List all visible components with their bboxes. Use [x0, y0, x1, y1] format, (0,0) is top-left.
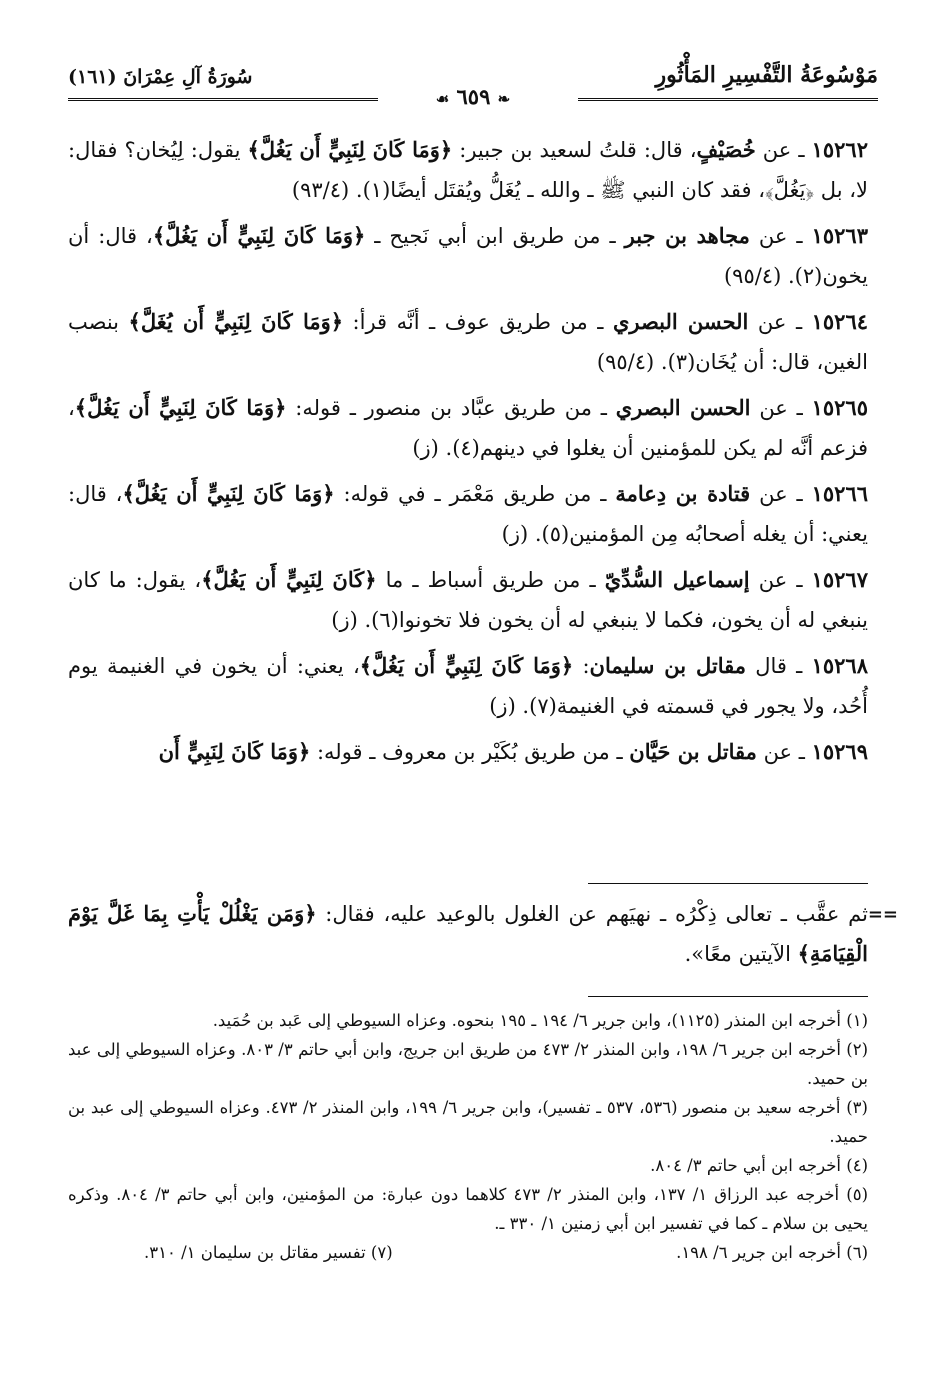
entry-number: ١٥٢٦٩ [811, 739, 868, 764]
footnotes [68, 1006, 868, 1267]
footnote-row [68, 1238, 868, 1267]
continuation-divider [588, 883, 868, 884]
surah-title: سُورَةُ آلِ عِمْرَانَ (١٦١) [68, 66, 253, 88]
quran-verse: ﴿وَمَا كَانَ لِنَبِيٍّ أَن يُغَلَّ﴾ [128, 309, 344, 334]
narrator-name: إسماعيل السُّدِّيّ [604, 567, 750, 592]
narrator-name: قتادة بن دِعامة [615, 481, 751, 506]
entry-text: ـ من طريق مَعْمَر ـ في قوله: [334, 482, 616, 506]
narration-entry [68, 130, 868, 210]
quran-verse: ﴿وَمَا كَانَ لِنَبِيٍّ أَن يَغُلَّ﴾ [152, 223, 366, 248]
footnote: (٢) أخرجه ابن جرير ٦/ ١٩٨، وابن المنذر ٢/ ٤٧٣ من طريق ابن جريج، وابن أبي حاتم ٣/ ٨٠٣. وعزاه السيوطي إلى عبد بن حميد. [68, 1040, 869, 1088]
entry-text: ـ عن [755, 138, 812, 162]
ornament-icon: ❧ [497, 90, 511, 108]
header-rule-left [68, 98, 378, 101]
quran-verse: ﴿كَانَ لِنَبِيٍّ أَن يَغُلَّ﴾ [201, 567, 377, 592]
entry-text: ـ عن [748, 310, 812, 334]
narration-entry [68, 302, 868, 382]
quran-verse: ﴿وَمَا كَانَ لِنَبِيٍّ أَن يَغُلَّ﴾ [247, 137, 453, 162]
quran-verse: ﴿وَمَا كَانَ لِنَبِيٍّ أَن يَغُلَّ﴾ [359, 653, 574, 678]
entry-text: ـ من طريق ابن أبي نَجيح ـ [365, 224, 625, 248]
narration-entry [68, 732, 868, 772]
entry-text: ، قال: يعني: أن يغله أصحابُه مِن المؤمنين(٥). (ز) [68, 482, 868, 546]
footnote: (٤) أخرجه ابن أبي حاتم ٣/ ٨٠٤. [650, 1156, 868, 1175]
quran-verse: ﴿وَمَا كَانَ لِنَبِيٍّ أَن يَغُلَّ﴾ [122, 481, 335, 506]
page-header [68, 60, 878, 110]
continued-note [68, 894, 868, 974]
entry-text: ، يعني: أن يخون في الغنيمة يوم أُحُد، ولا يجور في قسمته في الغنيمة(٧). (ز) [68, 654, 868, 718]
footnotes-divider [588, 996, 868, 997]
entry-number: ١٥٢٦٤ [811, 309, 869, 334]
narrator-name: الحسن البصري [615, 395, 751, 420]
narrator-name: خُصَيْفٍ [696, 137, 756, 162]
footnote: (١) أخرجه ابن المنذر (١١٢٥)، وابن جرير ٦/ ١٩٤ ـ ١٩٥ بنحوه. وعزاه السيوطي إلى عَبد بن حُمَيد. [212, 1011, 868, 1030]
entry-number: ١٥٢٦٢ [811, 137, 868, 162]
entry-number: ١٥٢٦٣ [811, 223, 868, 248]
page-number: ٦٥٩ [456, 84, 491, 109]
footnote: (٣) أخرجه سعيد بن منصور (٥٣٦، ٥٣٧ ـ تفسير)، وابن جرير ٦/ ١٩٩، وابن المنذر ٢/ ٤٧٣. وعزاه السيوطي إلى عبد بن حميد. [68, 1098, 868, 1146]
entry-number: ١٥٢٦٨ [811, 653, 868, 678]
entry-text: ـ عن [756, 740, 812, 764]
ornament-icon: ☙ [435, 90, 450, 108]
entry-text: ـ من طريق عبَّاد بن منصور ـ قوله: [286, 396, 616, 420]
quran-verse: ﴿وَمَن يَغْلُلْ يَأْتِ بِمَا غَلَّ يَوْمَ الْقِيَامَةِ﴾ [68, 901, 868, 966]
entry-text: ، قال: أن يخون(٢). (٩٥/٤) [68, 224, 868, 288]
quran-verse: ﴿وَمَا كَانَ لِنَبِيٍّ أَن [158, 739, 311, 764]
entry-text: ، فزعم أنَّه لم يكن للمؤمنين أن يغلوا في دينهم(٤). (ز) [68, 396, 868, 460]
narrations [68, 130, 868, 778]
note-text: ثم عقَّب ـ تعالى ذِكْرُه ـ نهيَهم عن الغلول بالوعيد عليه، فقال: [316, 902, 868, 926]
entry-number: ١٥٢٦٧ [811, 567, 868, 592]
narration-entry [68, 388, 868, 468]
narrator-name: مقاتل بن حَيَّان [629, 739, 757, 764]
entry-text: ـ عن [749, 568, 812, 592]
entry-text: ، قال: قلتُ لسعيد بن جبير: [452, 138, 697, 162]
entry-text: ، يقول: ما كان ينبغي له أن يخون، فكما لا ينبغي له أن يخون فلا تخونوا(٦). (ز) [68, 568, 868, 632]
book-title: مَوْسُوعَةُ التَّفْسِيرِ المَأْثُورِ [655, 62, 878, 88]
entry-text: ـ من طريق بُكَيْر بن معروف ـ قوله: [310, 740, 630, 764]
entry-text: ـ قال [746, 654, 812, 678]
footnote: (٥) أخرجه عبد الرزاق ١/ ١٣٧، وابن المنذر ٢/ ٤٧٣ كلاهما دون عبارة: من المؤمنين، وابن أبي حاتم ٣/ ٨٠٤. وذكره يحيى بن سلام ـ كما في تفسير ابن أبي زمنين ١/ ٣٣٠ ـ. [68, 1185, 868, 1233]
entry-text: : [573, 654, 590, 678]
narrator-name: مجاهد بن جبر [624, 223, 750, 248]
footnote: (٧) تفسير مقاتل بن سليمان ١/ ٣١٠. [144, 1243, 393, 1262]
footnote: (٦) أخرجه ابن جرير ٦/ ١٩٨. [676, 1243, 868, 1262]
entry-text: بنصب الغين، قال: أن يُخَان(٣). (٩٥/٤) [68, 310, 868, 374]
header-rule-right [578, 98, 878, 101]
narration-entry [68, 560, 868, 640]
entry-number: ١٥٢٦٥ [811, 395, 868, 420]
narrator-name: الحسن البصري [612, 309, 749, 334]
continuation-marker: == [867, 904, 898, 925]
narration-entry [68, 646, 868, 726]
entry-text: ـ عن [749, 224, 812, 248]
narrator-name: مقاتل بن سليمان [589, 653, 746, 678]
narration-entry [68, 474, 868, 554]
entry-number: ١٥٢٦٦ [811, 481, 869, 506]
note-text: الآيتين معًا». [684, 942, 798, 966]
quran-verse: ﴿وَمَا كَانَ لِنَبِيٍّ أَن يَغُلَّ﴾ [74, 395, 287, 420]
entry-text: ـ عن [750, 396, 812, 420]
entry-text: ـ عن [750, 482, 812, 506]
narration-entry [68, 216, 868, 296]
entry-text: ـ من طريق عوف ـ أنَّه قرأ: [343, 310, 613, 334]
entry-text: يقول: لِيُخان؟ فقال: لا، بل ﴿يَغُلَّ﴾، فقد كان النبي ﷺ ـ والله ـ يُغَلُّ ويُقتَل أيضًا(١). (٩٣/٤) [68, 138, 868, 202]
page-number-box [430, 84, 517, 109]
entry-text: ـ من طريق أسباط ـ ما [376, 568, 605, 592]
